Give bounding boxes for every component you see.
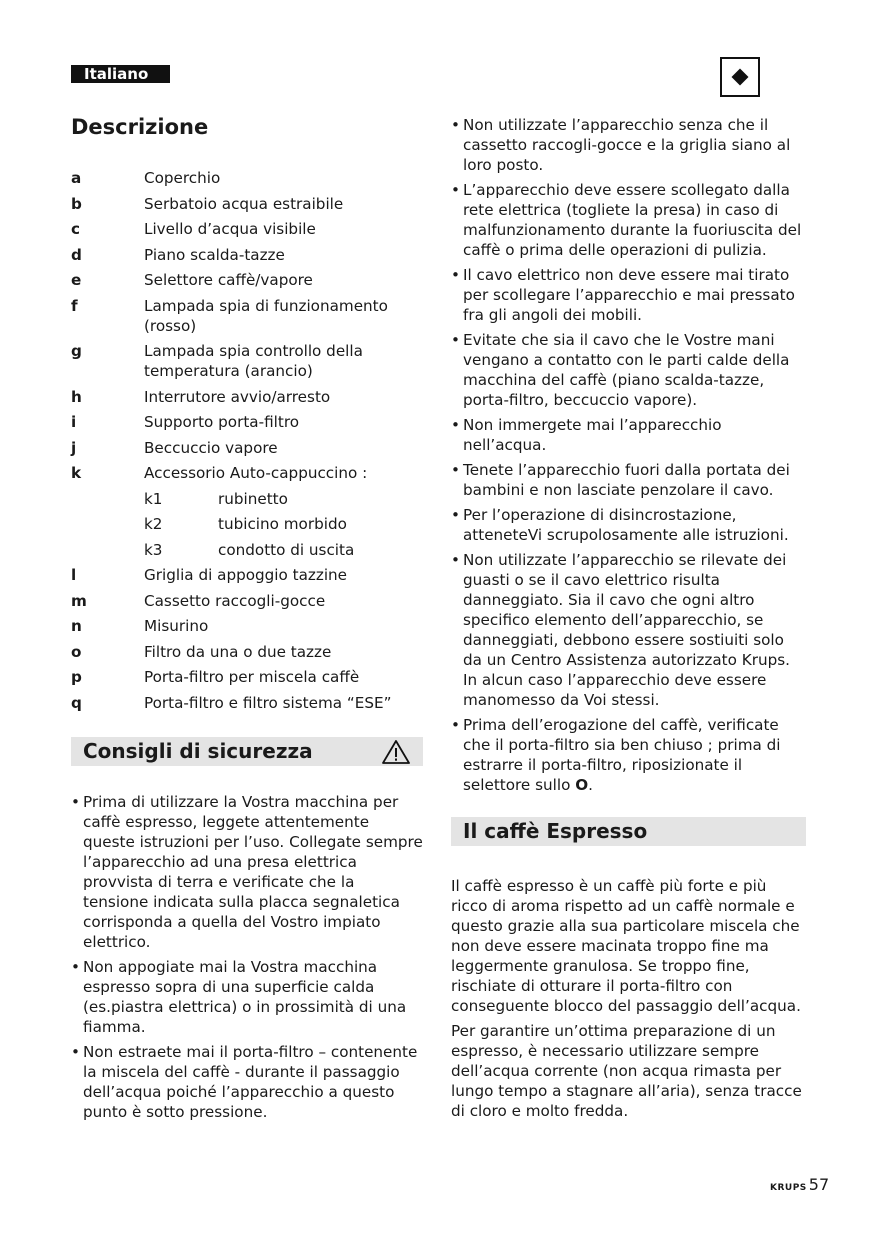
part-label: Coperchio (144, 169, 221, 187)
part-letter: f (71, 296, 78, 315)
safety-title: Consigli di sicurezza (83, 738, 313, 763)
bullet-text: Per l’operazione di disincrostazione, atteneteVi scrupolosamente alle istruzioni. (463, 506, 789, 544)
subpart-code: k2 (144, 515, 163, 533)
list-item (451, 460, 806, 500)
list-item (451, 415, 806, 455)
part-letter: o (71, 642, 82, 661)
part-label: Misurino (144, 617, 209, 635)
subpart-label: rubinetto (218, 489, 288, 508)
list-item (451, 505, 806, 545)
bullet-icon: • (451, 506, 460, 524)
part-label: Selettore caffè/vapore (144, 271, 313, 289)
part-letter: a (71, 169, 82, 187)
bullet-text: Il cavo elettrico non deve essere mai tirato per scollegare l’apparecchio e mai pressato fra gli angoli dei mobili. (463, 266, 795, 324)
part-letter: q (71, 693, 82, 712)
list-item (451, 550, 806, 710)
espresso-section-header (451, 817, 806, 846)
part-letter: g (71, 342, 82, 360)
part-letter: h (71, 387, 82, 406)
right-column (451, 115, 806, 1126)
part-letter: n (71, 617, 82, 635)
bullet-end: . (588, 776, 593, 794)
parts-list (71, 168, 423, 713)
list-item (71, 616, 423, 636)
list-item (71, 245, 423, 265)
bullet-icon: • (451, 551, 460, 569)
list-item (451, 715, 806, 795)
bullet-icon: • (451, 331, 460, 349)
bullet-icon: • (451, 181, 460, 199)
subpart-label: condotto di uscita (218, 540, 355, 559)
part-label: Porta-filtro e filtro sistema “ESE” (144, 693, 392, 712)
part-label: Griglia di appoggio tazzine (144, 566, 348, 584)
list-item (71, 412, 423, 432)
list-item (451, 180, 806, 260)
part-label: Piano scalda-tazze (144, 245, 285, 264)
part-label: Lampada spia controllo della temperatura (arancio) (144, 342, 363, 380)
bullet-icon: • (451, 416, 460, 434)
bullet-icon: • (71, 792, 80, 811)
list-item (71, 168, 423, 188)
bullet-icon: • (71, 957, 80, 976)
selector-position-o: O (575, 776, 589, 794)
espresso-body (451, 876, 806, 1121)
subpart-code: k1 (144, 489, 163, 508)
list-item (71, 387, 423, 407)
list-item (71, 463, 423, 483)
safety-list-left (71, 792, 423, 1122)
list-item (451, 115, 806, 175)
list-item (71, 270, 423, 290)
part-label: Lampada spia di funzionamento (rosso) (144, 296, 388, 335)
bullet-icon: • (451, 716, 460, 734)
part-letter: l (71, 566, 77, 584)
part-letter: p (71, 668, 82, 686)
part-letter: b (71, 194, 82, 213)
bullet-text: L’apparecchio deve essere scollegato dalla rete elettrica (togliete la presa) in caso di malfunzionamento durante la fuoriuscita del caffè o prima delle operazioni di pulizia. (463, 181, 802, 259)
bullet-text: Non estraete mai il porta-filtro – contenente la miscela del caffè - durante il passaggio dell’acqua poiché l’apparecchio a questo punto è sotto pressione. (83, 1042, 418, 1121)
part-label: Filtro da una o due tazze (144, 642, 332, 661)
part-label: Porta-filtro per miscela caffè (144, 668, 360, 686)
bullet-text: Tenete l’apparecchio fuori dalla portata dei bambini e non lasciate penzolare il cavo. (463, 461, 790, 499)
list-item (71, 693, 423, 713)
bullet-text: Non appogiate mai la Vostra macchina espresso sopra di una superficie calda (es.piastra elettrica) o in prossimità di una fiamma. (83, 957, 407, 1036)
sub-list-item (71, 489, 423, 509)
bullet-text: Prima dell’erogazione del caffè, verificate che il porta-filtro sia ben chiuso ; prima di estrarre il porta-filtro, riposizionate il selettore sullo (463, 716, 781, 794)
part-label: Cassetto raccogli-gocce (144, 591, 326, 610)
page-footer (770, 1173, 829, 1197)
part-letter: m (71, 591, 87, 610)
part-label: Livello d’acqua visibile (144, 220, 316, 238)
list-item (71, 194, 423, 214)
section-marker (720, 57, 760, 97)
list-item (71, 341, 423, 381)
list-item (71, 1042, 423, 1122)
part-label: Serbatoio acqua estraibile (144, 194, 344, 213)
part-letter: k (71, 464, 82, 482)
paragraph: Il caffè espresso è un caffè più forte e più ricco di aroma rispetto ad un caffè normale e questo grazie alla sua particolare miscela che non deve essere macinata troppo fine ma leggermente granulosa. Se troppo fine, rischiate di otturare il porta-filtro con conseguente blocco del passaggio dell’acqua. (451, 877, 801, 1015)
part-label: Beccuccio vapore (144, 438, 278, 457)
bullet-text: Evitate che sia il cavo che le Vostre mani vengano a contatto con le parti calde della macchina del caffè (piano scalda-tazze, porta-filtro, beccuccio vapore). (463, 331, 790, 409)
description-title: Descrizione (71, 115, 209, 139)
safety-section-header (71, 737, 423, 766)
list-item (71, 642, 423, 662)
bullet-text: Non utilizzate l’apparecchio se rilevate dei guasti o se il cavo elettrico risulta danneggiato. Sia il cavo che ogni altro specifico elemento dell’apparecchio, se danneggiati, debbono essere sostiuiti solo da un Centro Assistenza autorizzato Krups. In alcun caso l’apparecchio deve essere manomesso da Voi stessi. (463, 551, 790, 709)
list-item (71, 219, 423, 239)
subpart-label: tubicino morbido (218, 515, 347, 533)
page-number: 57 (808, 1175, 830, 1194)
part-letter: d (71, 245, 82, 264)
bullet-icon: • (451, 266, 460, 284)
bullet-icon: • (71, 1042, 80, 1061)
espresso-title: Il caffè Espresso (463, 819, 648, 843)
diamond-icon (732, 69, 749, 86)
paragraph: Per garantire un’ottima preparazione di un espresso, è necessario utilizzare sempre dell’acqua corrente (non acqua rimasta per lungo tempo a stagnare all’aria), senza tracce di cloro e molto fredda. (451, 1022, 802, 1120)
bullet-icon: • (451, 461, 460, 479)
sub-list-item (71, 540, 423, 560)
part-label: Interrutore avvio/arresto (144, 387, 331, 406)
sub-list-item (71, 514, 423, 534)
part-letter: c (71, 220, 81, 238)
list-item (71, 438, 423, 458)
bullet-text: Prima di utilizzare la Vostra macchina per caffè espresso, leggete attentemente queste istruzioni per l’uso. Collegate sempre l’apparecchio ad una presa elettrica provvista di terra e verificate che la tensione indicata sulla placca segnaletica corrisponda a quella del Vostro impiato elettrico. (83, 792, 423, 951)
list-item (71, 667, 423, 687)
part-label: Supporto porta-filtro (144, 413, 300, 431)
list-item (71, 296, 423, 336)
part-letter: i (71, 413, 77, 431)
part-label: Accessorio Auto-cappuccino : (144, 464, 368, 482)
safety-list-right (451, 115, 806, 795)
list-item (71, 957, 423, 1037)
list-item (71, 565, 423, 585)
left-column (71, 113, 423, 1127)
subpart-code: k3 (144, 540, 163, 559)
bullet-text: Non immergete mai l’apparecchio nell’acqua. (463, 416, 722, 454)
warning-icon (381, 739, 411, 765)
list-item (451, 330, 806, 410)
list-item (71, 792, 423, 952)
list-item (71, 591, 423, 611)
list-item (451, 265, 806, 325)
part-letter: j (71, 438, 77, 457)
brand-logo: KRUPS (770, 1183, 807, 1193)
bullet-text: Non utilizzate l’apparecchio senza che il cassetto raccogli-gocce e la griglia siano al loro posto. (463, 116, 791, 174)
bullet-icon: • (451, 116, 460, 134)
language-tab: Italiano (71, 65, 170, 83)
part-letter: e (71, 271, 82, 289)
